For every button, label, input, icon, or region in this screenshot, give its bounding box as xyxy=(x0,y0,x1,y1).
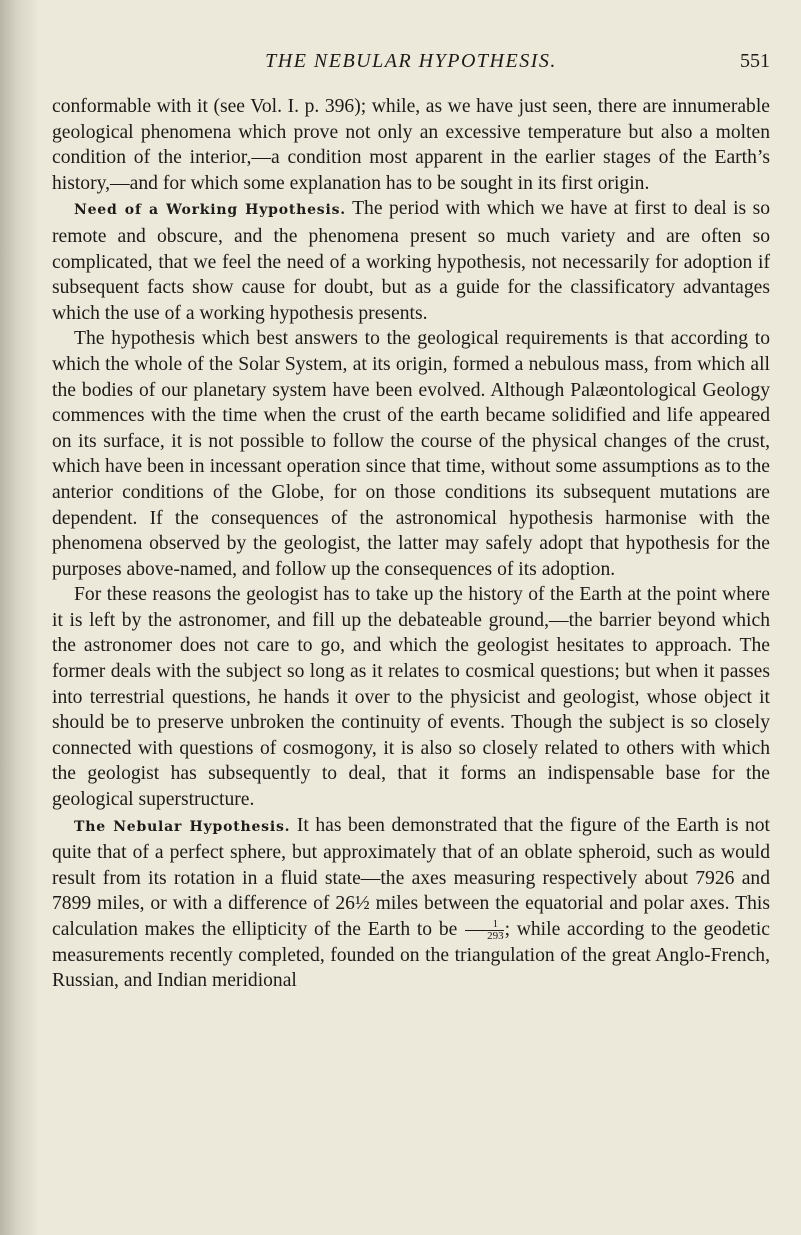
page-gutter-shadow xyxy=(0,0,40,1235)
fraction-denominator: 293 xyxy=(487,930,504,942)
paragraph-4: For these reasons the geologist has to take up the history of the Earth at the point where it is left by the astronomer, and fill up the debateable ground,—the barrier beyond which the astronomer does not care to go, and which the geologist hesitates to approach. The former deals with the subject so long as it relates to cosmical questions; but when it passes into terrestrial questions, he hands it over to the physicist and geologist, whose object it should be to preserve unbroken the continuity of events. Though the subject is so closely connected with questions of cosmogony, it is also so closely related to others with which the geologist has subsequently to deal, that it forms an indispensable base for the geological superstructure. xyxy=(52,584,770,811)
book-page xyxy=(52,0,770,1235)
ellipticity-fraction xyxy=(465,919,504,942)
body-text xyxy=(52,94,770,994)
paragraph-1: conformable with it (see Vol. I. p. 396); while, as we have just seen, there are innumerable geological phenomena which prove not only an excessive temperature but also a molten condition of the interior,—a condition most apparent in the earlier stages of the Earth’s history,—and for which some explanation has to be sought in its first origin. xyxy=(52,96,770,194)
running-title: THE NEBULAR HYPOTHESIS. xyxy=(265,50,557,72)
page-number: 551 xyxy=(740,50,770,72)
paragraph-3: The hypothesis which best answers to the geological requirements is that according to which the whole of the Solar System, at its origin, formed a nebulous mass, from which all the bodies of our planetary system have been evolved. Although Palæontological Geology commences with the time when the crust of the earth became solidified and life appeared on its surface, it is not possible to follow the course of the physical changes of the crust, which have been in incessant operation since that time, without some assumptions as to the anterior conditions of the Globe, for on those conditions its subsequent mutations are dependent. If the consequences of the astronomical hypothesis harmonise with the phenomena observed by the geologist, the latter may safely adopt that hypothesis for the purposes above-named, and follow up the consequences of its adoption. xyxy=(52,328,770,580)
running-head xyxy=(52,50,770,80)
paragraph-5-text-b: ; while according to the geodetic measurements recently completed, founded on the triangulation of the great Anglo-French, Russian, and Indian meridional xyxy=(52,919,770,992)
side-heading-nebular-hypothesis: The Nebular Hypothesis. xyxy=(74,818,291,835)
paragraph-2 xyxy=(52,196,770,326)
side-heading-working-hypothesis: Need of a Working Hypothesis. xyxy=(74,202,346,219)
fraction-numerator: 1 xyxy=(465,919,504,931)
paragraph-2-text: The period with which we have at first to deal is so remote and obscure, and the phenomena present so much variety and are often so complicated, that we feel the need of a working hypothesis, not necessarily for adoption if subsequent facts show cause for doubt, but as a guide for the classificatory advantages which the use of a working hypothesis presents. xyxy=(52,198,771,324)
paragraph-5-text-a: It has been demonstrated that the figure of the Earth is not quite that of a perfect sphere, but approximately that of an oblate spheroid, such as would result from its rotation in a fluid state—the axes measuring respectively about 7926 and 7899 miles, or with a difference of 26½ miles between the equatorial and polar axes. This calculation makes the ellipticity of the Earth to be xyxy=(52,814,770,940)
paragraph-5 xyxy=(52,813,770,994)
